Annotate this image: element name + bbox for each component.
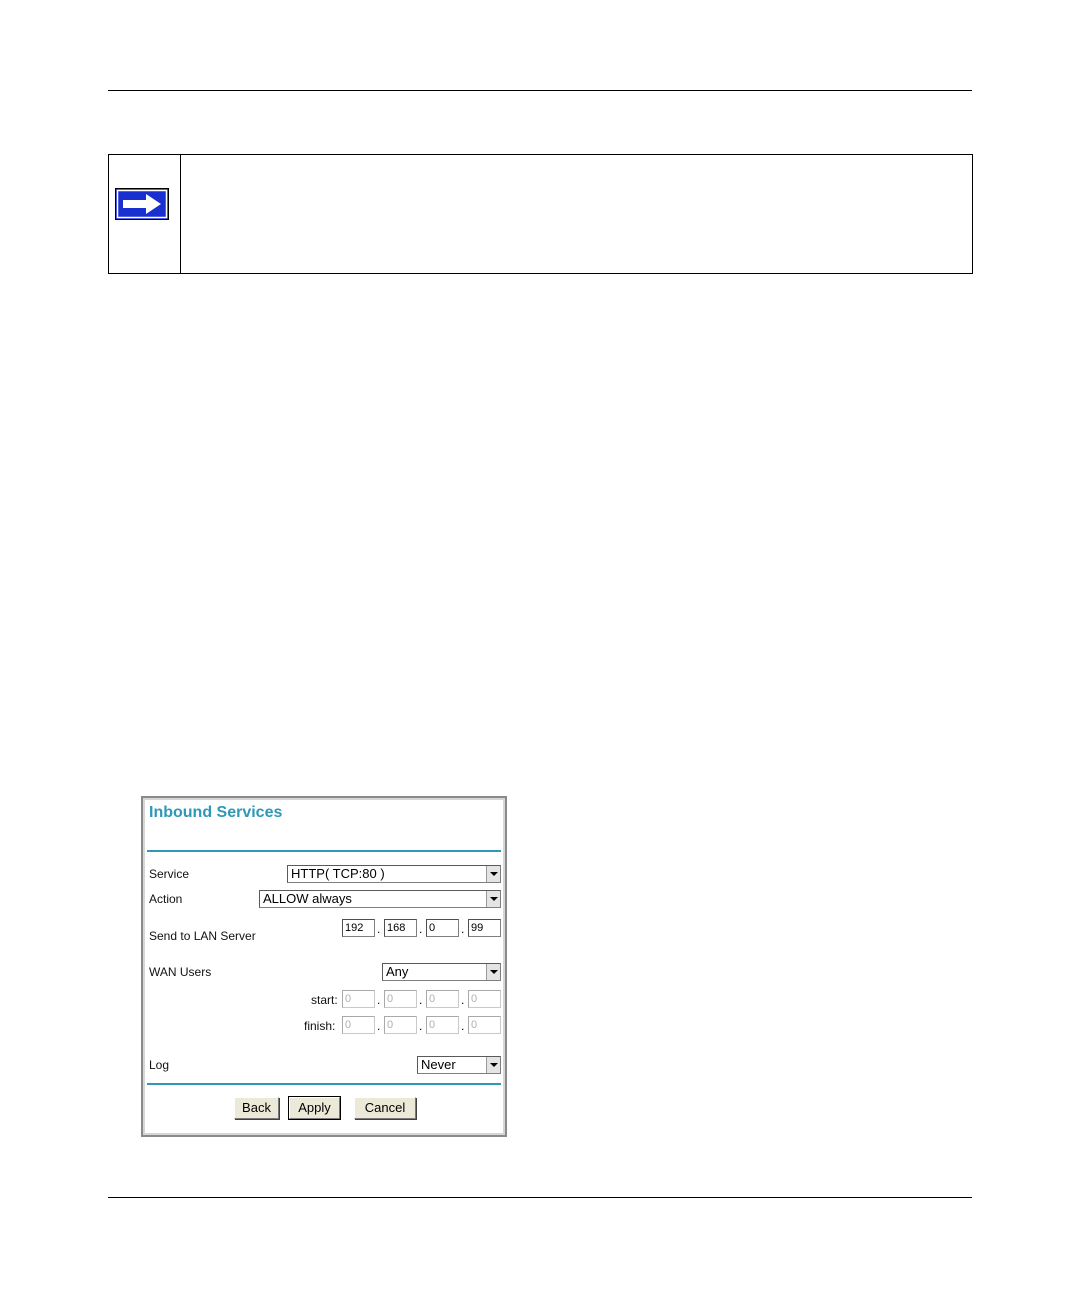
log-select-value: Never [421,1057,456,1072]
finish-label: finish: [304,1019,336,1033]
start-ip-octet-3[interactable]: 0 [426,990,459,1008]
log-label: Log [149,1058,170,1072]
ip-dot: . [377,993,381,1007]
start-ip-octet-4[interactable]: 0 [468,990,501,1008]
ip-dot: . [377,1019,381,1033]
start-ip-octet-2[interactable]: 0 [384,990,417,1008]
title-divider [147,850,501,852]
finish-ip-octet-4[interactable]: 0 [468,1016,501,1034]
lan-server-ip-octet-1[interactable]: 192 [342,919,375,937]
back-button[interactable]: Back [234,1097,279,1119]
action-select-value: ALLOW always [263,891,352,906]
finish-ip-octet-3[interactable]: 0 [426,1016,459,1034]
lan-server-label: Send to LAN Server [149,929,256,943]
lan-server-ip-octet-2[interactable]: 168 [384,919,417,937]
header-rule [108,90,972,91]
chevron-down-icon[interactable] [486,891,500,907]
service-label: Service [149,867,190,881]
apply-button[interactable]: Apply [289,1097,340,1119]
chevron-down-icon[interactable] [486,866,500,882]
action-label: Action [149,892,183,906]
finish-ip-octet-2[interactable]: 0 [384,1016,417,1034]
log-select[interactable] [417,1056,501,1074]
wan-users-select-value: Any [386,964,409,979]
note-divider [180,155,181,273]
finish-ip-octet-1[interactable]: 0 [342,1016,375,1034]
footer-rule [108,1197,972,1198]
ip-dot: . [377,922,381,936]
ip-dot: . [461,922,465,936]
inbound-services-panel [141,796,507,1137]
lan-server-ip-octet-3[interactable]: 0 [426,919,459,937]
chevron-down-icon[interactable] [486,1057,500,1073]
ip-dot: . [461,1019,465,1033]
action-select[interactable] [259,890,501,908]
ip-dot: . [419,993,423,1007]
lan-server-ip-octet-4[interactable]: 99 [468,919,501,937]
note-box [108,154,973,274]
service-select-value: HTTP( TCP:80 ) [291,866,385,881]
ip-dot: . [419,922,423,936]
wan-users-select[interactable] [382,963,501,981]
right-arrow-icon [115,188,169,220]
ip-dot: . [419,1019,423,1033]
start-label: start: [311,993,338,1007]
service-select[interactable] [287,865,501,883]
buttons-divider [147,1083,501,1085]
start-ip-octet-1[interactable]: 0 [342,990,375,1008]
chevron-down-icon[interactable] [486,964,500,980]
panel-title: Inbound Services [149,804,283,821]
wan-users-label: WAN Users [149,965,212,979]
cancel-button[interactable]: Cancel [354,1097,416,1119]
ip-dot: . [461,993,465,1007]
